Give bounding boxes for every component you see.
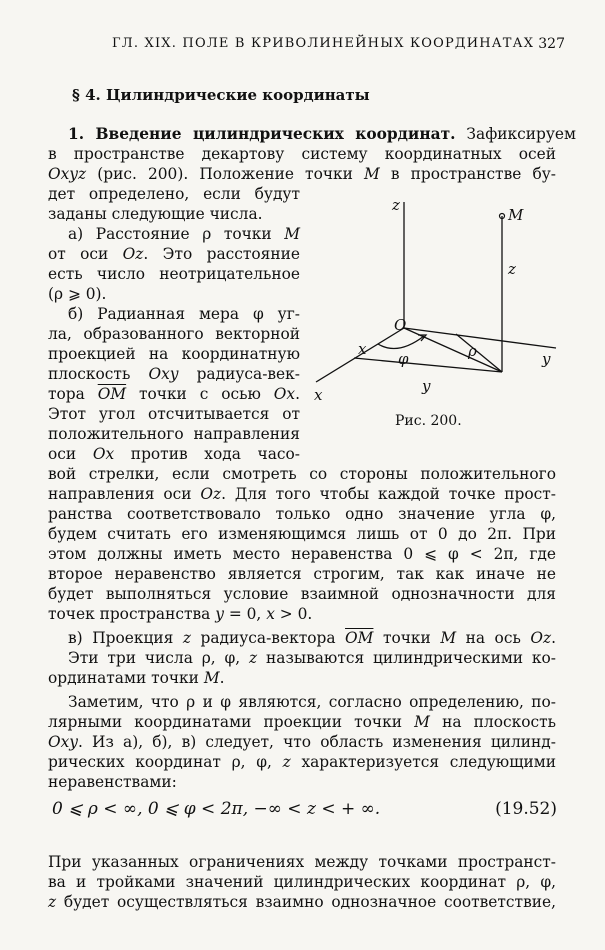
text-line [48,424,300,444]
text-run: ла, образованного векторной [48,325,300,343]
text-run: проекцией на координатную [48,345,300,363]
text-run: При указанных ограничениях между точками пространст- [48,853,556,871]
page-number: 327 [538,36,565,52]
text-line [48,852,556,872]
text-run: второе неравенство является строгим, так как иначе не [48,565,556,583]
text-run: Ox [92,445,115,463]
text-run: = 0, [223,605,267,623]
text-run: . Из а), б), в) следует, что область изменения цилинд- [78,733,556,751]
text-run: z [249,649,258,667]
text-run: этом должны иметь место неравенства 0 ⩽ φ < 2π, где [48,545,556,563]
text-run: M [414,713,430,731]
text-run: будем считать его изменяющимся лишь от 0 до 2π. При [48,525,556,543]
text-run: от оси [48,245,123,263]
text-line [48,144,556,164]
equation-number: (19.52) [495,799,557,819]
text-run: Oz [530,629,552,647]
text-run: $\overline{OM}$ [97,385,127,403]
text-line [68,124,576,144]
text-run: > 0. [274,605,313,623]
text-line [48,444,300,464]
figure-200-diagram [306,196,566,416]
text-line [48,404,300,424]
text-run: Oz [200,485,222,503]
text-run: M [364,165,380,183]
text-run: лярными координатами проекции точки [48,713,415,731]
text-run: точки с осью [126,385,274,403]
text-run: y [215,605,224,623]
text-line [48,264,300,284]
text-run: (рис. 200). Положение точки [86,165,364,183]
text-run: Oxy [48,733,78,751]
label-origin: O [394,316,407,334]
section-heading: § 4. Цилиндрические координаты [72,86,370,104]
text-run: Заметим, что ρ и φ являются, согласно определению, по- [68,693,556,711]
label-z-axis: z [392,196,400,214]
text-run: . [551,629,556,647]
label-x-segment: x [358,340,367,358]
text-line [48,504,556,524]
figure-caption: Рис. 200. [395,413,462,429]
text-run: положительного направления [48,425,300,443]
text-run: радиуса-век- [178,365,300,383]
chapter-title: ГЛ. XIX. ПОЛЕ В КРИВОЛИНЕЙНЫХ КООРДИНАТАХ [112,36,535,51]
text-line [68,692,556,712]
text-run: вой стрелки, если смотреть со стороны положительного [48,465,556,483]
text-run: $\overline{OM}$ [345,629,374,647]
text-run: в пространстве бу- [379,165,556,183]
text-line [48,284,300,304]
text-run: . Для того чтобы каждой точке прост- [221,485,556,503]
text-line [48,544,556,564]
text-line [48,564,556,584]
text-run: . [295,385,300,403]
text-run: тора [48,385,98,403]
label-rho: ρ [468,342,477,360]
text-line [48,324,300,344]
text-run: ва и тройками значений цилиндрических координат ρ, φ, [48,873,556,891]
text-run: Oxy [148,365,179,383]
text-run: направления оси [48,485,201,503]
text-run: а) Расстояние ρ точки [68,225,285,243]
text-line [68,224,300,244]
text-run: заданы следующие числа. [48,205,263,223]
text-run: Зафиксируем [455,125,576,143]
text-run: дет определено, если будут [48,185,300,203]
text-line [68,304,300,324]
text-line [48,184,300,204]
text-line [48,464,556,484]
text-line [48,344,300,364]
text-run: Ox [273,385,296,403]
text-run: z [282,753,291,771]
text-run: неравенствами: [48,773,177,791]
text-line [48,712,556,732]
text-line [48,524,556,544]
text-line [68,648,556,668]
text-run: M [203,669,220,687]
equation-body: 0 ⩽ ρ < ∞, 0 ⩽ φ < 2π, −∞ < z < + ∞. [52,799,381,819]
text-line [48,732,556,752]
text-run: x [266,605,275,623]
text-run: в) Проекция [68,629,183,647]
text-run: будет осуществляться взаимно однозначное соответствие, [56,893,556,911]
label-point-m: M [508,206,524,224]
text-run: (ρ ⩾ 0). [48,285,107,303]
text-run: . Это расстояние [143,245,300,263]
text-line [48,204,300,224]
text-line [48,772,556,792]
text-line [48,384,300,404]
text-run: характеризуется следующими [290,753,557,771]
text-line [68,628,556,648]
text-run: z [48,893,57,911]
text-run: Oz [122,245,144,263]
phi-arc [378,336,424,349]
text-run: ранства соответствовало только одно значение угла φ, [48,505,556,523]
text-run: M [284,225,300,243]
text-run: б) Радианная мера φ уг- [68,305,300,323]
text-run: рических координат ρ, φ, [48,753,283,771]
text-run: 1. Введение цилиндрических координат. [68,125,456,143]
text-run: в пространстве декартову систему координатных осей [48,145,556,163]
text-run: M [440,629,457,647]
text-line [48,244,300,264]
text-line [48,164,556,184]
text-run: z [182,629,191,647]
text-run: на плоскость [429,713,556,731]
text-line [48,604,556,624]
label-y-axis: y [542,350,551,368]
text-run: есть число неотрицательное [48,265,300,283]
text-run: Эти три числа ρ, φ, [68,649,250,667]
text-run: против хода часо- [114,445,300,463]
text-run: точек пространства [48,605,216,623]
text-run: оси [48,445,93,463]
text-line [48,892,556,912]
projection-to-x [354,358,502,372]
label-z-height: z [508,260,516,278]
text-line [48,364,300,384]
text-run: точки [373,629,441,647]
text-line [48,872,556,892]
label-phi: φ [398,350,409,368]
label-y-segment: y [422,377,431,395]
text-run: будет выполняться условие взаимной однозначности для [48,585,556,603]
text-run: Oxyz [48,165,87,183]
text-run: . [219,669,225,687]
text-run: радиуса-вектора [190,629,346,647]
text-line [48,752,556,772]
text-run: ординатами точки [48,669,204,687]
text-line [48,584,556,604]
text-line [48,668,556,688]
text-run: Этот угол отсчитывается от [48,405,300,423]
text-run: на ось [456,629,531,647]
label-x-axis: x [314,386,323,404]
text-run: называются цилиндрическими ко- [257,649,556,667]
text-line [48,484,556,504]
text-run: плоскость [48,365,149,383]
